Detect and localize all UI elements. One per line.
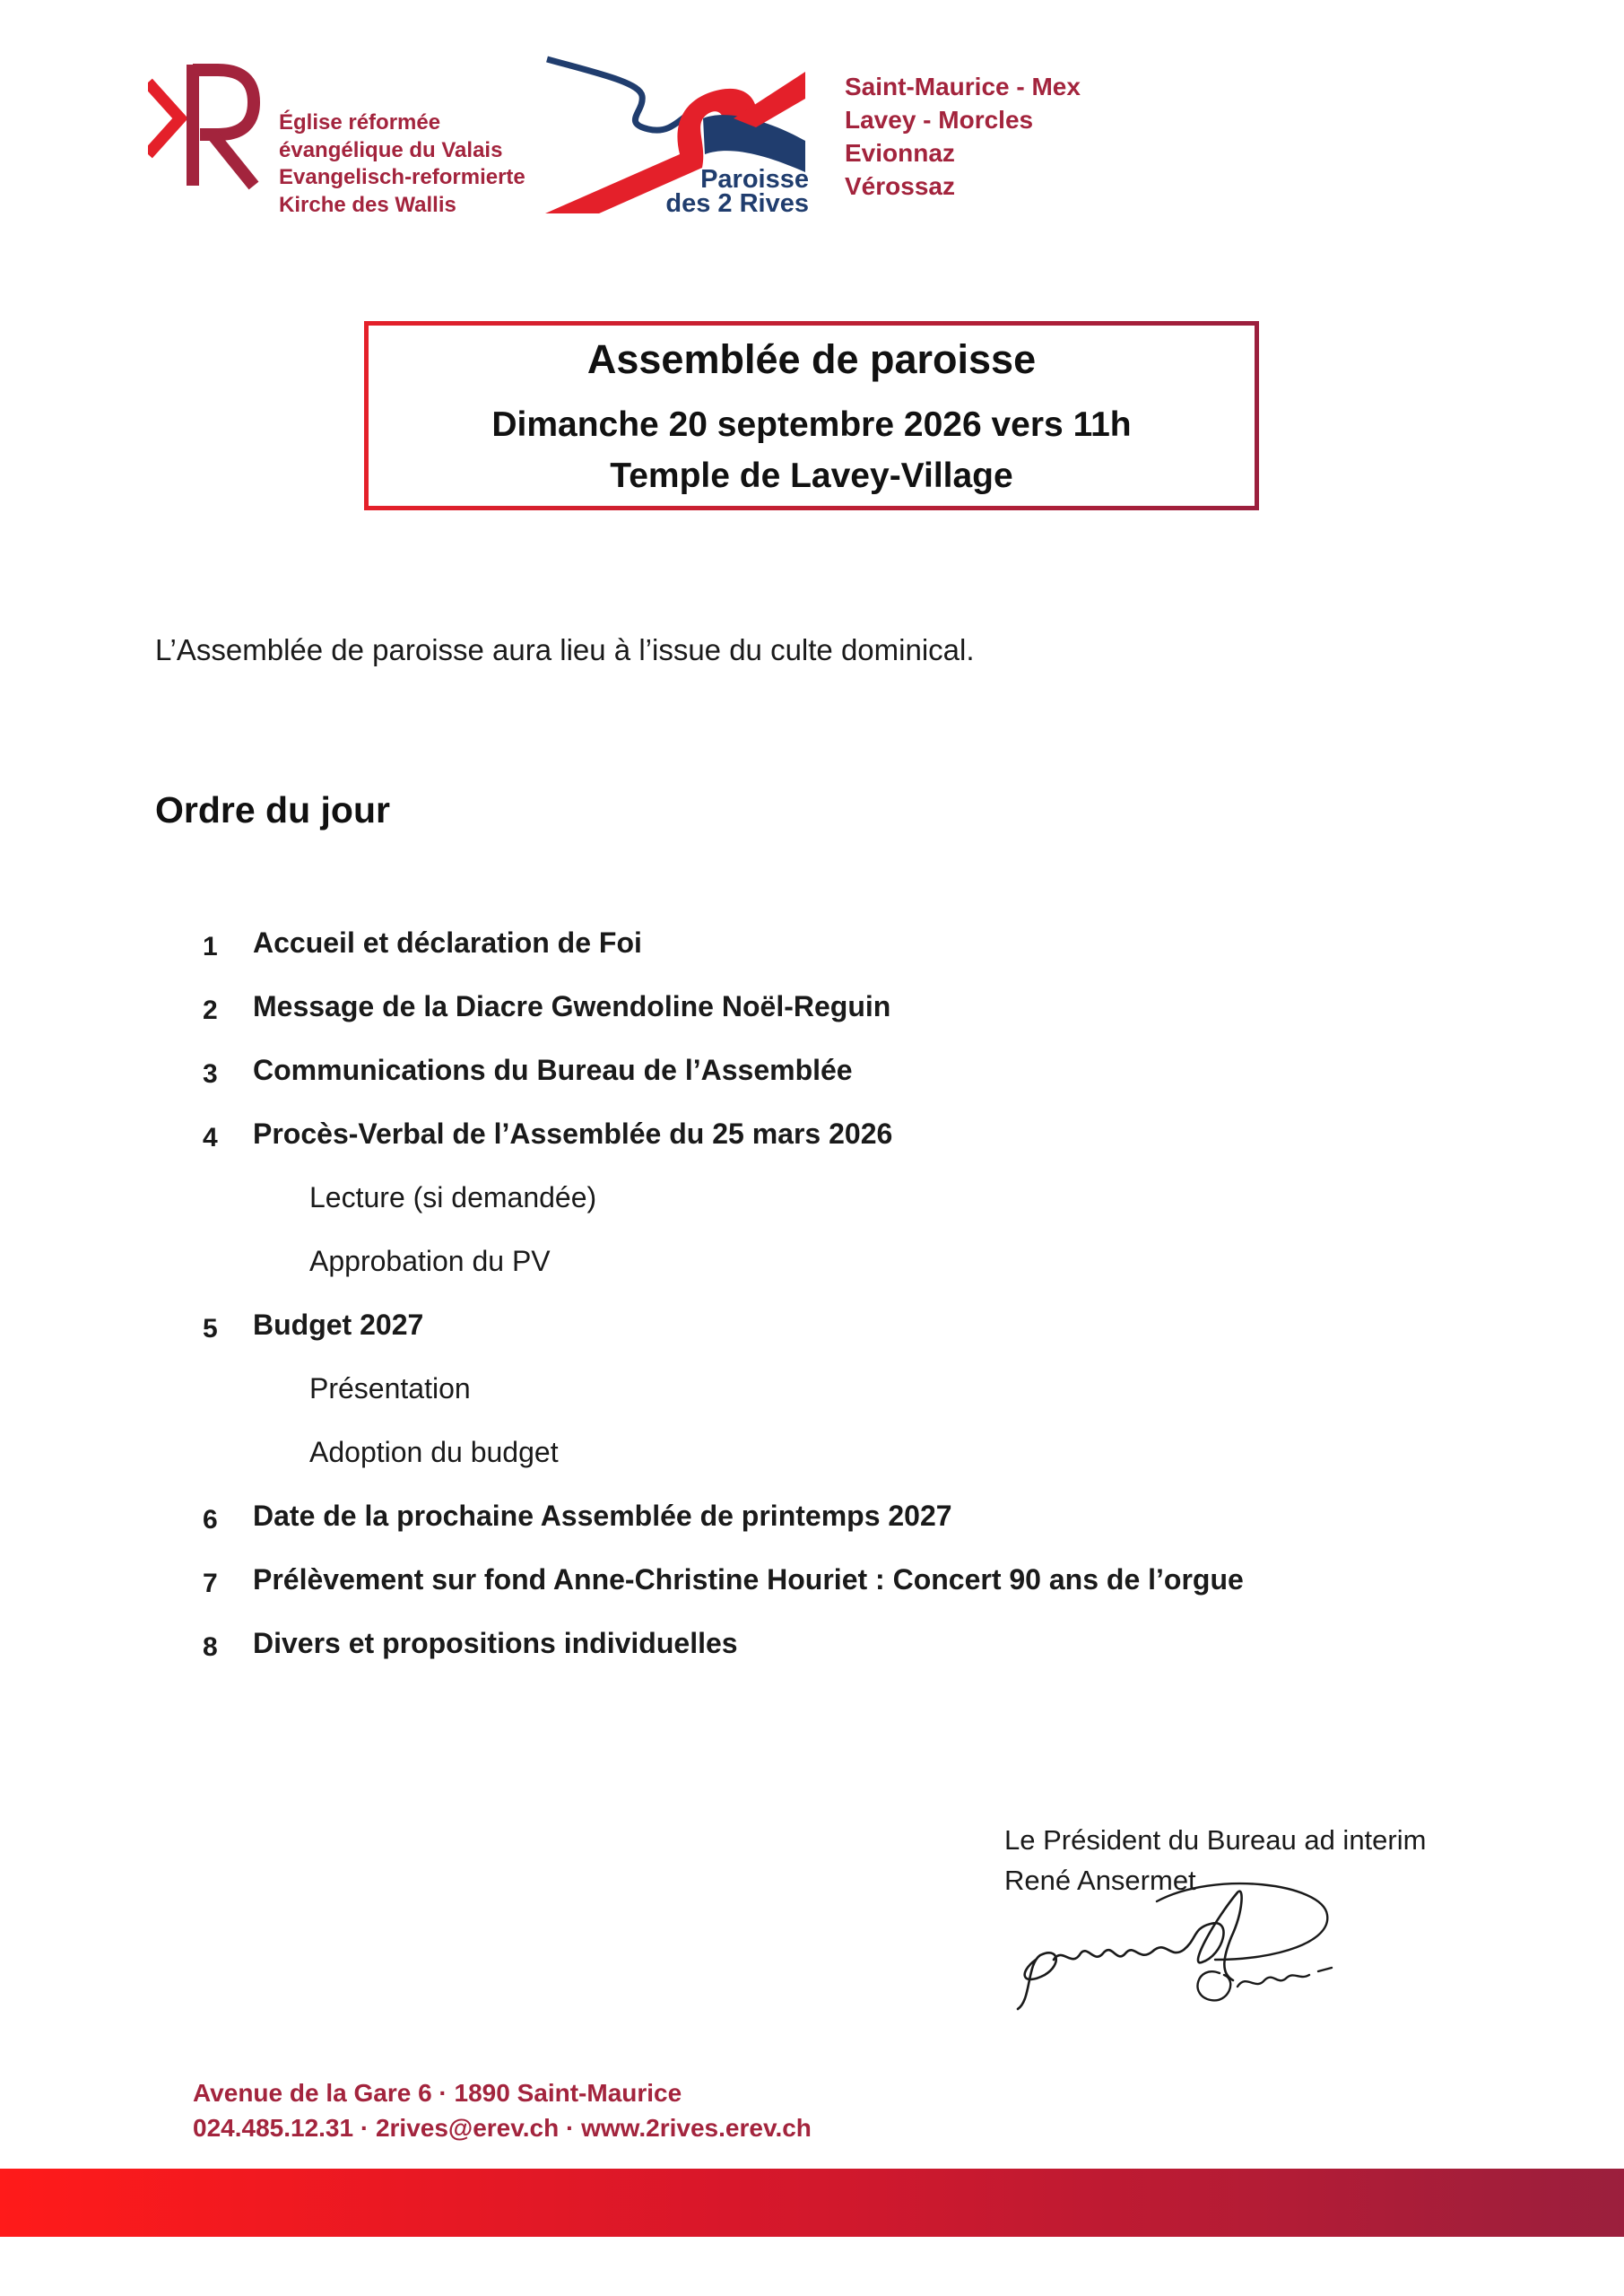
agenda-item-number: 6 (203, 1505, 218, 1535)
agenda-item-label: Message de la Diacre Gwendoline Noël-Reguin (253, 990, 891, 1022)
agenda-subitem: Lecture (si demandée) (309, 1181, 597, 1213)
event-place: Temple de Lavey-Village (610, 457, 1013, 495)
church-name-line: Kirche des Wallis (279, 192, 456, 217)
location-item: Saint-Maurice - Mex (845, 73, 1081, 100)
agenda-item-number: 8 (203, 1632, 218, 1662)
church-name (279, 109, 525, 219)
agenda-item-number: 5 (203, 1314, 218, 1344)
parish-logo-line: Paroisse (700, 165, 809, 194)
agenda-item-label: Procès-Verbal de l’Assemblée du 25 mars 2026 (253, 1118, 893, 1150)
agenda-item-number: 7 (203, 1569, 218, 1598)
agenda-item-label: Communications du Bureau de l’Assemblée (253, 1054, 853, 1086)
erev-logo-icon (148, 56, 265, 190)
agenda-item-label: Prélèvement sur fond Anne-Christine Houriet : Concert 90 ans de l’orgue (253, 1563, 1244, 1596)
church-name-line: Evangelisch-reformierte (279, 165, 525, 189)
signatory-name: René Ansermet (1004, 1865, 1196, 1896)
footer-address: Avenue de la Gare 6 · 1890 Saint-Maurice (193, 2079, 682, 2107)
location-item: Lavey - Morcles (845, 106, 1034, 134)
agenda-subitem: Approbation du PV (309, 1245, 551, 1277)
location-item: Evionnaz (845, 139, 955, 167)
title-box (364, 321, 1259, 510)
location-item: Vérossaz (845, 172, 955, 200)
agenda-item-number: 3 (203, 1059, 218, 1089)
agenda-item-label: Accueil et déclaration de Foi (253, 926, 642, 959)
intro-text: L’Assemblée de paroisse aura lieu à l’issue du culte dominical. (155, 633, 975, 666)
agenda-item-label: Divers et propositions individuelles (253, 1627, 738, 1659)
footer-contact: 024.485.12.31 · 2rives@erev.ch · www.2rives.erev.ch (193, 2114, 812, 2142)
agenda-item-number: 2 (203, 996, 218, 1025)
agenda-item-label: Budget 2027 (253, 1309, 424, 1341)
agenda-item-number: 4 (203, 1123, 218, 1152)
agenda-item-number: 1 (203, 932, 218, 961)
parish-logo-text (665, 165, 809, 218)
agenda-heading: Ordre du jour (155, 789, 390, 831)
page-title: Assemblée de paroisse (586, 336, 1037, 382)
parish-locations (845, 70, 1081, 203)
parish-logo-line: des 2 Rives (665, 189, 809, 218)
church-name-line: Église réformée (279, 110, 441, 135)
event-date: Dimanche 20 septembre 2026 vers 11h (491, 405, 1132, 444)
agenda-subitem: Adoption du budget (309, 1436, 559, 1468)
agenda-item-label: Date de la prochaine Assemblée de printemps 2027 (253, 1500, 952, 1532)
signatory-role: Le Président du Bureau ad interim (1004, 1824, 1427, 1856)
church-name-line: évangélique du Valais (279, 137, 503, 162)
agenda-subitem: Présentation (309, 1372, 471, 1405)
footer-bar (0, 2169, 1624, 2237)
handwritten-signature (1009, 1874, 1350, 2018)
